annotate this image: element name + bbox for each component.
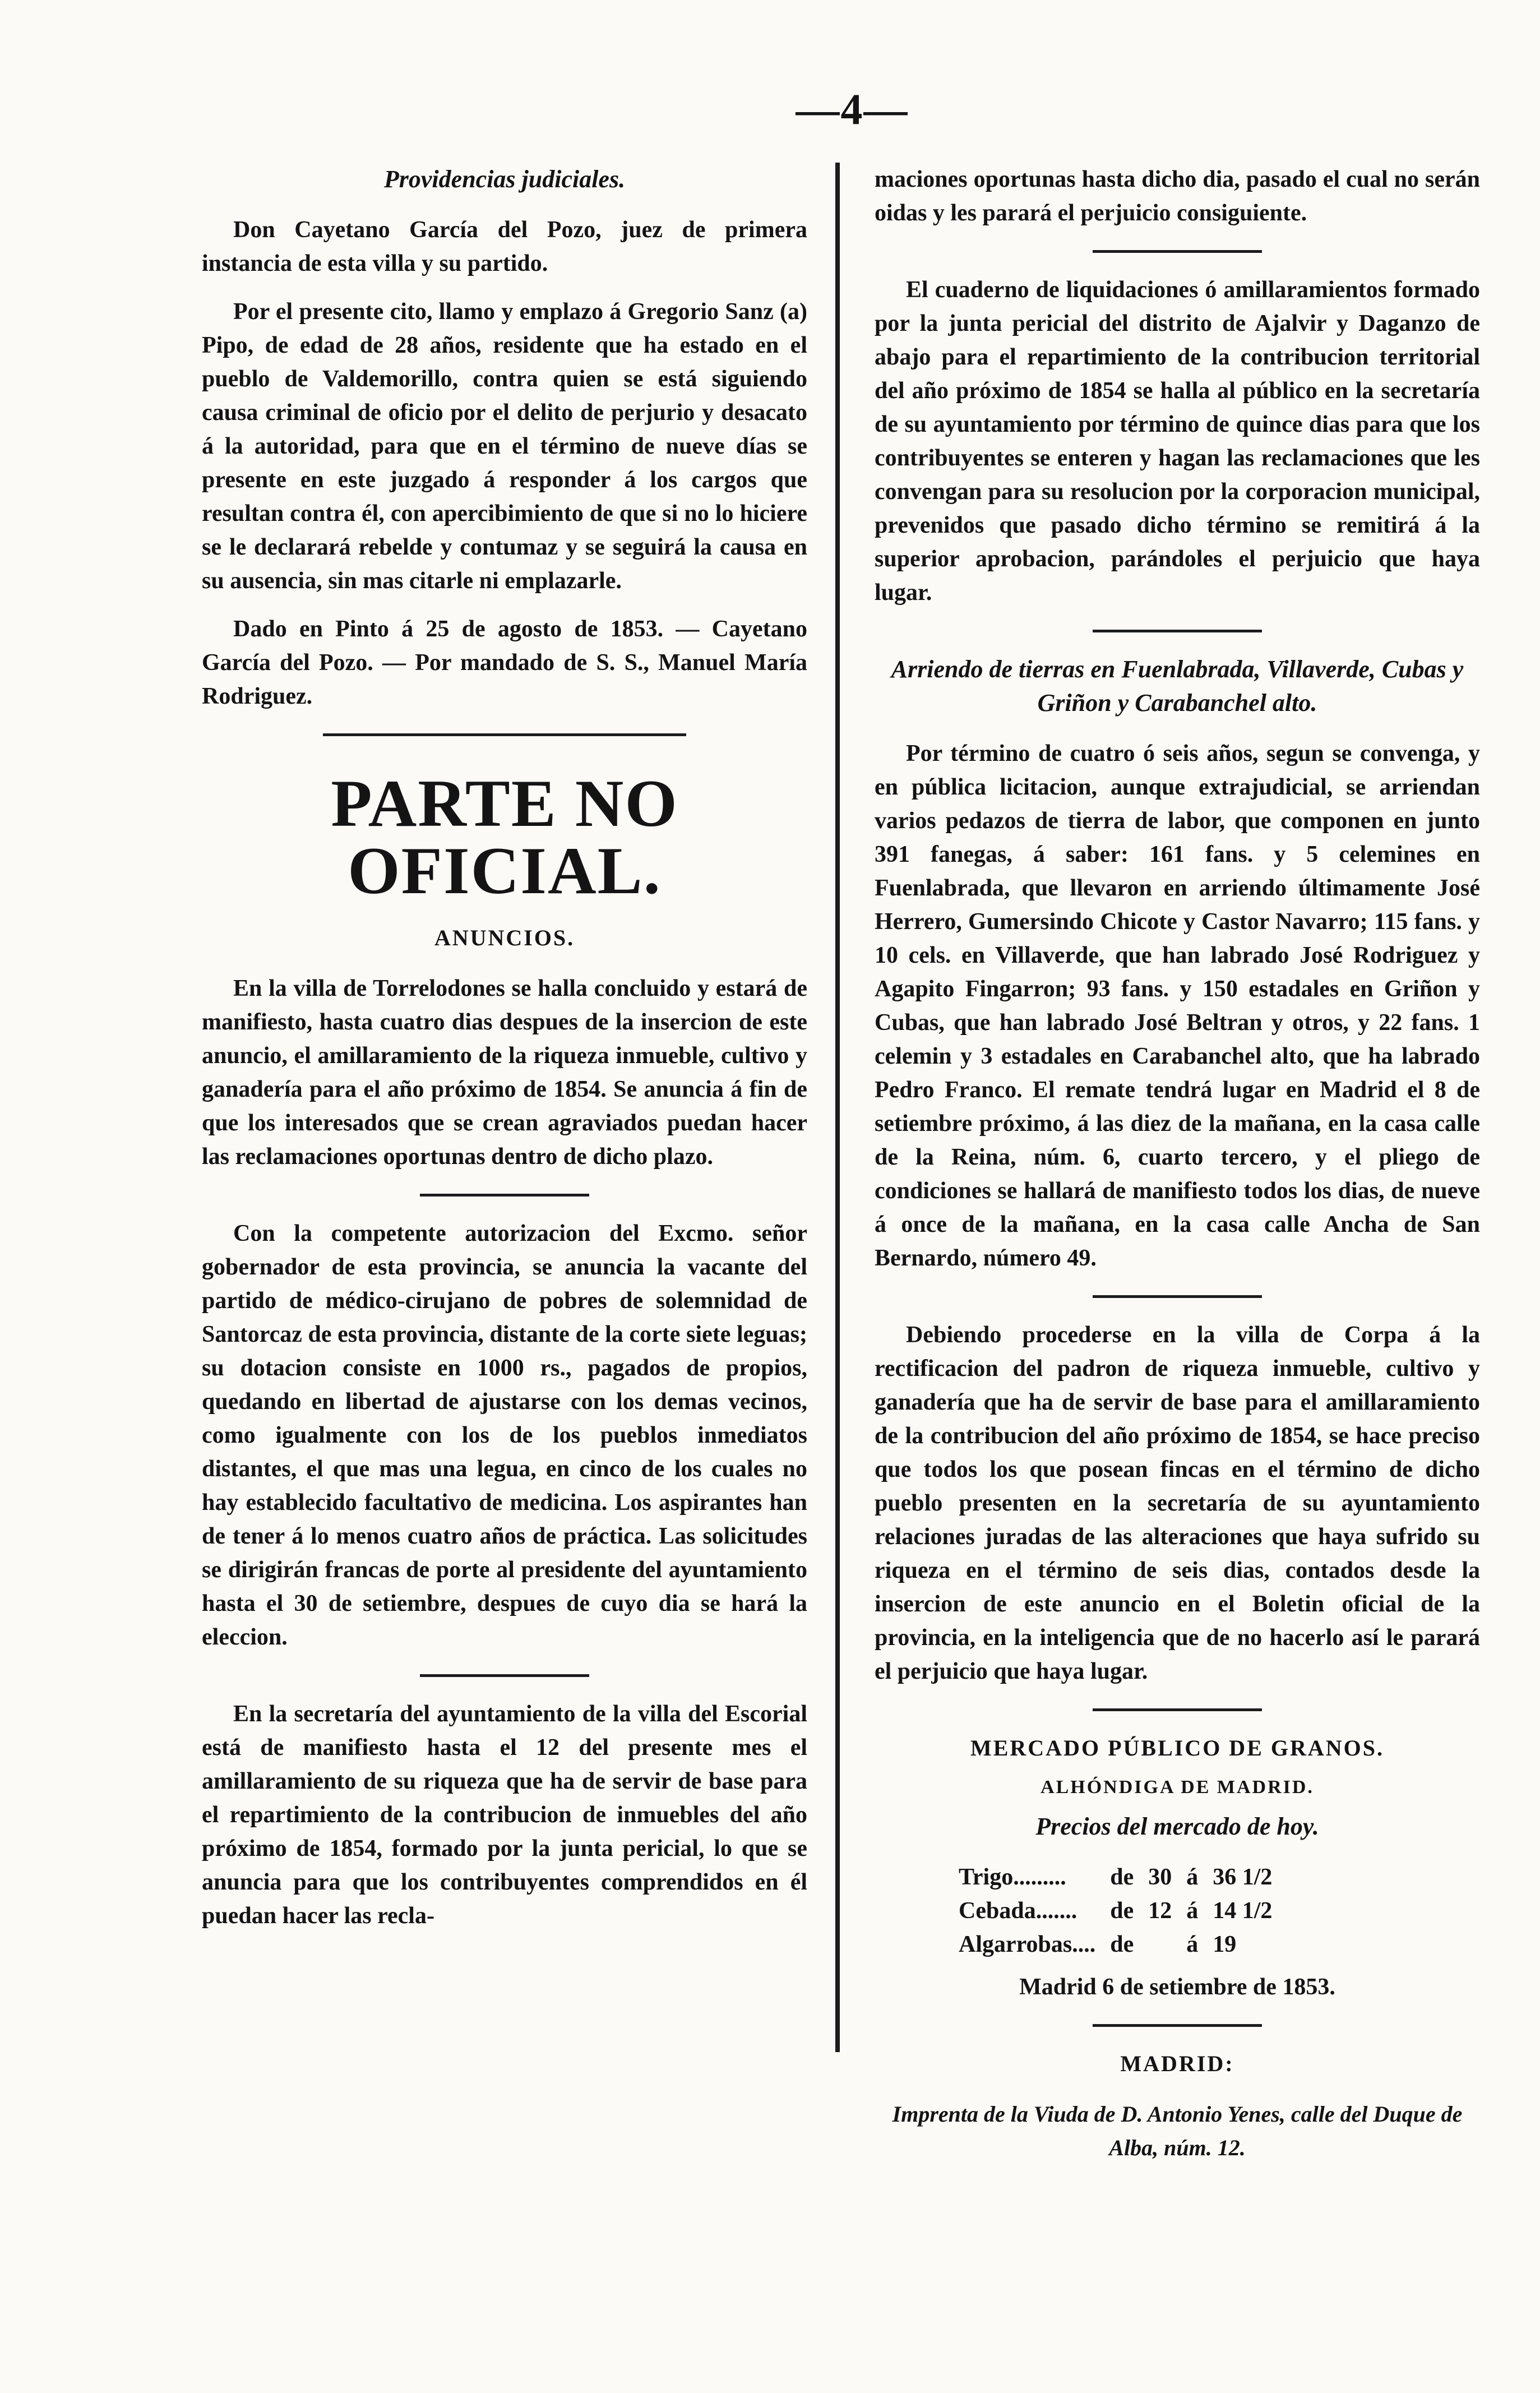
grain-name: Cebada....... [959, 1898, 1077, 1924]
judicial-heading: Providencias judiciales. [383, 165, 626, 193]
column-divider [835, 163, 840, 2052]
grain-low: 30 [1148, 1864, 1172, 1890]
ad-ajalvir: El cuaderno de liquidaciones ó amillaramientos formado por la junta pericial del distrito de Ajalvir y Daganzo de abajo para el repartimiento de la contribucion territorial del año próximo de 1854 se halla al público en la secretaría de su ayuntamiento por término de quince dias para que los contribuyentes se enteren y hagan las reclamaciones que les convengan para su resolucion por la corporacion municipal, prevenidos que pasado dicho término se remitirá á la superior aprobacion, parándoles el perjuicio que haya lugar. [875, 277, 1480, 606]
ad-separator [1093, 1295, 1262, 1298]
grain-high: 19 [1213, 1932, 1237, 1957]
ad-separator [1093, 1708, 1262, 1711]
page-number: —4— [796, 85, 909, 133]
ad-torrelodones: En la villa de Torrelodones se halla concluido y estará de manifiesto, hasta cuatro dias despues de la insercion de este anuncio, el amillaramiento de la riqueza inmueble, cultivo y ganadería para el año próximo de 1854. Se anuncia á fin de que los interesados que se crean agraviados puedan hacer las reclamaciones oportunas dentro de dicho plazo. [202, 976, 807, 1170]
no-oficial-heading: PARTE NO OFICIAL. [331, 766, 678, 908]
alhondiga-heading: ALHÓNDIGA DE MADRID. [1040, 1777, 1314, 1798]
mercado-heading: MERCADO PÚBLICO DE GRANOS. [970, 1735, 1385, 1761]
grain-high: 36 1/2 [1213, 1864, 1273, 1890]
grain-name: Algarrobas.... [959, 1932, 1096, 1957]
imprint-text: Imprenta de la Viuda de D. Antonio Yenes, calle del Duque de Alba, núm. 12. [892, 2101, 1463, 2160]
grain-low: 12 [1148, 1898, 1172, 1924]
precios-heading: Precios del mercado de hoy. [1035, 1813, 1319, 1840]
ad-arriendo: Por término de cuatro ó seis años, segun se convenga, y en pública licitacion, aunque extrajudicial, se arriendan varios pedazos de tierra de labor, que componen en junto 391 fanegas, á saber: 161 fans. y 5 celemines en Fuenlabrada, que llevaron en arriendo últimamente José Herrero, Gumersindo Chicote y Castor Navarro; 115 fans. y 10 cels. en Villaverde, que han labrado José Rodriguez y Agapito Fingarron; 93 fans. y 150 estadales en Griñon y Cubas, que han labrado José Beltran y otros, y 22 fans. 1 celemin y 3 estadales en Carabanchel alto, que ha labrado Pedro Franco. El remate tendrá lugar en Madrid el 8 de setiembre próximo, á las diez de la mañana, en la casa calle de la Reina, núm. 6, cuarto tercero, y el pliego de condiciones se hallará de manifiesto todos los dias, de nueve á once de la mañana, en la casa calle Ancha de San Bernardo, número 49. [875, 741, 1480, 1271]
madrid-heading: MADRID: [1120, 2051, 1234, 2076]
judicial-court: Don Cayetano García del Pozo, juez de primera instancia de esta villa y su partido. [202, 217, 807, 276]
ad-separator [420, 1194, 589, 1196]
ad-corpa: Debiendo procederse en la villa de Corpa á la rectificacion del padron de riqueza inmueble, cultivo y ganadería que ha de servir de base para el amillaramiento de la contribucion del año próximo de 1854, se hace preciso que todos los que posean fincas en el término de dicho pueblo presenten en la secretaría de su ayuntamiento relaciones juradas de las alteraciones que haya sufrido su riqueza en el término de seis dias, contados desde la insercion de este anuncio en el Boletin oficial de la provincia, en la inteligencia que de no hacerlo así le parará el perjuicio que haya lugar. [875, 1322, 1480, 1684]
table-row [959, 1928, 1287, 1961]
judicial-date: Dado en Pinto á 25 de agosto de 1853. — Cayetano García del Pozo. — Por mandado de S. S., Manuel María Rodriguez. [202, 616, 807, 709]
ad-escorial: En la secretaría del ayuntamiento de la villa del Escorial está de manifiesto hasta el 12 del presente mes el amillaramiento de su riqueza que ha de servir de base para el repartimiento de la contribucion de inmuebles del año próximo de 1854, formado por la junta pericial, lo que se anuncia para que los contribuyentes comprendidos en él puedan hacer las recla- [202, 1701, 807, 1929]
grain-name: Trigo......... [959, 1864, 1066, 1890]
ad-separator [1093, 2024, 1262, 2027]
ad-separator [420, 1674, 589, 1677]
grain-price-table [959, 1860, 1287, 1961]
table-row [959, 1894, 1287, 1928]
arriendo-heading: Arriendo de tierras en Fuenlabrada, Villaverde, Cubas y Griñon y Carabanchel alto. [891, 655, 1464, 717]
ad-separator [1093, 250, 1262, 253]
anuncios-heading: ANUNCIOS. [434, 925, 575, 950]
left-column [202, 163, 807, 2058]
ad-separator [1093, 630, 1262, 632]
table-row [959, 1860, 1287, 1894]
grain-de: de [1110, 1932, 1134, 1957]
grain-a: á [1186, 1864, 1199, 1890]
grain-de: de [1110, 1898, 1134, 1924]
grain-a: á [1186, 1898, 1199, 1924]
right-column [875, 163, 1480, 2160]
judicial-body: Por el presente cito, llamo y emplazo á Gregorio Sanz (a) Pipo, de edad de 28 años, residente que ha estado en el pueblo de Valdemorillo, contra quien se está siguiendo causa criminal de oficio por el delito de perjurio y desacato á la autoridad, para que en el término de nueve días se presente en este juzgado á responder á los cargos que resultan contra él, con apercibimiento de que si no lo hiciere se le declarará rebelde y contumaz y se seguirá la causa en su ausencia, sin mas citarle ni emplazarle. [202, 299, 807, 594]
section-rule [323, 733, 686, 736]
madrid-date: Madrid 6 de setiembre de 1853. [1019, 1974, 1335, 2000]
grain-de: de [1110, 1864, 1134, 1890]
grain-a: á [1186, 1932, 1199, 1957]
continuation-text: maciones oportunas hasta dicho dia, pasado el cual no serán oidas y les parará el perjuicio consiguiente. [875, 167, 1480, 226]
ad-medico: Con la competente autorizacion del Excmo. señor gobernador de esta provincia, se anuncia la vacante del partido de médico-cirujano de pobres de solemnidad de Santorcaz de esta provincia, distante de la corte siete leguas; su dotacion consiste en 1000 rs., pagados de propios, quedando en libertad de ajustarse con los demas vecinos, como igualmente con los de los pueblos inmediatos distantes, el que mas una legua, en cinco de los cuales no hay establecido facultativo de medicina. Los aspirantes han de tener á lo menos cuatro años de práctica. Las solicitudes se dirigirán francas de porte al presidente del ayuntamiento hasta el 30 de setiembre, despues de cuyo dia se hará la eleccion. [202, 1221, 807, 1650]
grain-high: 14 1/2 [1213, 1898, 1273, 1924]
grain-low [1148, 1928, 1186, 1961]
